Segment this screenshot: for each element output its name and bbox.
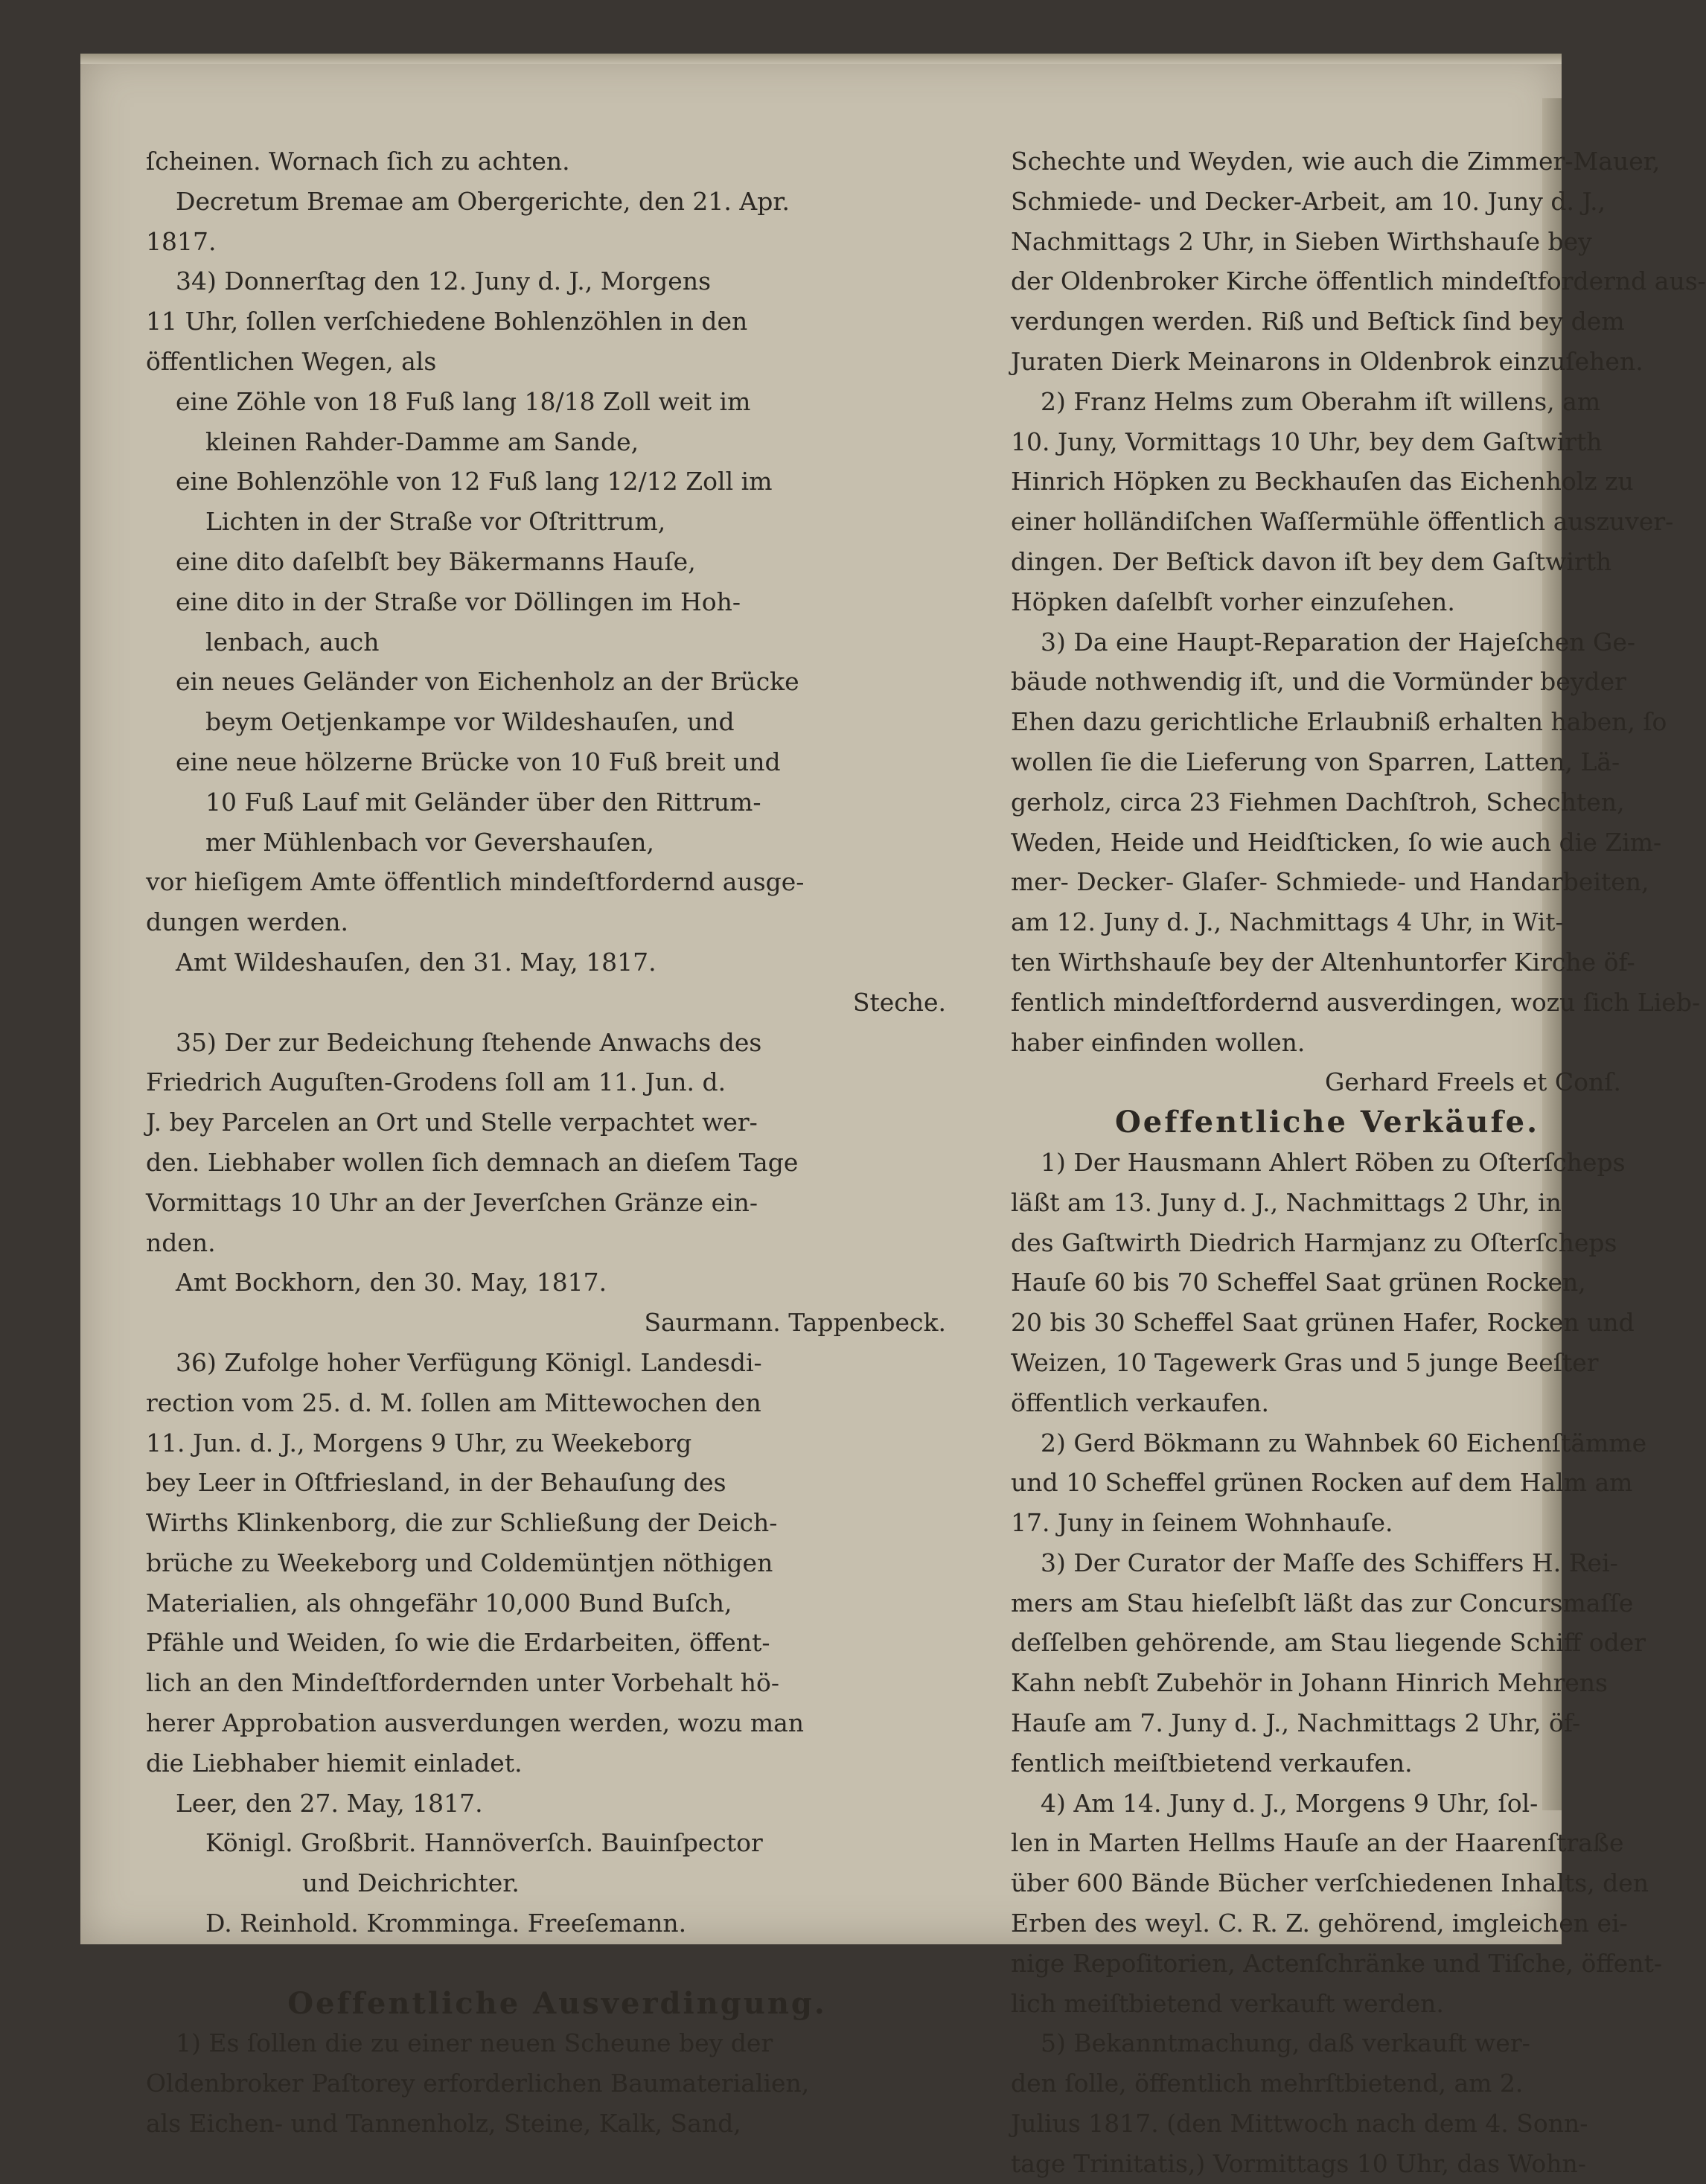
left-text-line: 34) Donnerſtag den 12. Juny d. J., Morgens: [176, 266, 712, 296]
left-text-line: Saurmann. Tappenbeck.: [644, 1308, 946, 1338]
left-section-heading: Oeffentliche Ausverdingung.: [287, 1985, 827, 2021]
left-text-line: den. Liebhaber wollen ſich demnach an dieſem Tage: [146, 1147, 799, 1177]
left-text-line: Materialien, als ohngefähr 10,000 Bund Buſch,: [146, 1588, 732, 1618]
right-text-line: 2) Franz Helms zum Oberahm iſt willens, am: [1041, 386, 1601, 416]
right-text-line: tage Trinitatis,) Vormittags 10 Uhr, das Wohn-: [1011, 2148, 1586, 2178]
right-text-line: über 600 Bände Bücher verſchiedenen Inhalts, den: [1011, 1868, 1649, 1898]
left-text-line: 1817.: [146, 226, 217, 256]
right-section-heading: Oeffentliche Verkäufe.: [1114, 1105, 1540, 1140]
left-text-line: eine Bohlenzöhle von 12 Fuß lang 12/12 Zoll im: [176, 467, 773, 496]
left-text-line: beym Oetjenkampe vor Wildeshauſen, und: [205, 707, 735, 737]
right-text-line: Schechte und Weyden, wie auch die Zimmer-Mauer,: [1011, 147, 1661, 176]
left-text-line: 11 Uhr, ſollen verſchiedene Bohlenzöhlen in den: [146, 307, 748, 336]
left-text-line: mer Mühlenbach vor Gevershauſen,: [205, 827, 654, 857]
right-text-line: 4) Am 14. Juny d. J., Morgens 9 Uhr, ſol-: [1041, 1788, 1539, 1818]
left-text-line: 36) Zufolge hoher Verfügung Königl. Landesdi-: [176, 1347, 762, 1377]
left-text-line: bey Leer in Oſtfriesland, in der Behauſung des: [146, 1468, 726, 1498]
left-text-line: D. Reinhold. Kromminga. Freeſemann.: [205, 1909, 687, 1938]
left-text-line: lenbach, auch: [205, 627, 380, 657]
right-text-line: fentlich meiſtbietend verkaufen.: [1011, 1748, 1413, 1778]
page-top-edge: [80, 54, 1562, 64]
right-text-line: dingen. Der Beſtick davon iſt bey dem Gaſtwirth: [1011, 546, 1612, 576]
right-text-line: gerholz, circa 23 Fiehmen Dachſtroh, Schechten,: [1011, 787, 1625, 817]
right-text-line: 3) Da eine Haupt-Reparation der Hajeſchen Ge-: [1041, 627, 1636, 657]
right-text-line: 1) Der Hausmann Ahlert Röben zu Oſterſcheps: [1041, 1147, 1626, 1177]
right-text-line: verdungen werden. Riß und Beſtick ſind bey dem: [1011, 307, 1625, 336]
left-text-line: brüche zu Weekeborg und Coldemüntjen nöthigen: [146, 1548, 773, 1577]
left-text-line: eine neue hölzerne Brücke von 10 Fuß breit und: [176, 747, 781, 776]
right-text-line: haber einfinden wollen.: [1011, 1027, 1306, 1057]
left-text-line: eine dito in der Straße vor Döllingen im Hoh-: [176, 587, 741, 616]
left-text-line: rection vom 25. d. M. ſollen am Mittewochen den: [146, 1388, 761, 1417]
right-text-line: mers am Stau hieſelbſt läßt das zur Concursmaſſe: [1011, 1588, 1634, 1618]
left-text-line: J. bey Parcelen an Ort und Stelle verpachtet wer-: [146, 1108, 758, 1137]
right-text-line: Juraten Dierk Meinarons in Oldenbrok einzuſehen.: [1011, 346, 1643, 376]
right-text-line: Schmiede- und Decker-Arbeit, am 10. Juny d. J.,: [1011, 186, 1606, 216]
right-text-line: wollen ſie die Lieferung von Sparren, Latten, Lä-: [1011, 747, 1620, 776]
left-text-line: Königl. Großbrit. Hannöverſch. Bauinſpector: [205, 1828, 763, 1858]
left-text-line: Pfähle und Weiden, ſo wie die Erdarbeiten, öffent-: [146, 1628, 770, 1658]
right-text-line: Kahn nebſt Zubehör in Johann Hinrich Mehrens: [1011, 1668, 1608, 1698]
right-text-line: und 10 Scheffel grünen Rocken auf dem Halm am: [1011, 1468, 1633, 1498]
left-text-line: Lichten in der Straße vor Oſtrittrum,: [205, 507, 666, 537]
right-text-line: mer- Decker- Glaſer- Schmiede- und Handarbeiten,: [1011, 867, 1649, 897]
left-text-line: 35) Der zur Bedeichung ſtehende Anwachs des: [176, 1027, 762, 1057]
left-text-line: kleinen Rahder-Damme am Sande,: [205, 427, 639, 456]
right-text-line: Nachmittags 2 Uhr, in Sieben Wirthshauſe bey: [1011, 226, 1592, 256]
right-text-line: 5) Bekanntmachung, daß verkauft wer-: [1041, 2028, 1530, 2058]
left-text-line: Steche.: [852, 987, 946, 1017]
right-text-line: Julius 1817. (den Mittwoch nach dem 4. Sonn-: [1011, 2109, 1588, 2139]
right-text-line: nige Repoſitorien, Actenſchränke und Tiſche, öffent-: [1011, 1948, 1662, 1978]
right-text-line: des Gaſtwirth Diedrich Harmjanz zu Oſterſcheps: [1011, 1227, 1617, 1257]
right-text-line: Erben des weyl. C. R. Z. gehörend, imgleichen ei-: [1011, 1909, 1628, 1938]
left-text-line: lich an den Mindeſtfordernden unter Vorbehalt hö-: [146, 1668, 779, 1698]
left-text-line: ſcheinen. Wornach ſich zu achten.: [146, 147, 570, 176]
left-column: [146, 141, 968, 2144]
left-text-line: Amt Bockhorn, den 30. May, 1817.: [176, 1268, 607, 1297]
left-text-line: [146, 1944, 968, 1984]
left-text-line: Wirths Klinkenborg, die zur Schließung der Deich-: [146, 1508, 778, 1538]
left-text-line: 10 Fuß Lauf mit Geländer über den Rittrum-: [205, 787, 761, 817]
right-text-line: Ehen dazu gerichtliche Erlaubniß erhalten haben, ſo: [1011, 707, 1667, 737]
left-text-line: 11. Jun. d. J., Morgens 9 Uhr, zu Weekeborg: [146, 1428, 692, 1457]
right-text-line: der Oldenbroker Kirche öffentlich mindeſtfordernd aus-: [1011, 266, 1706, 296]
left-text-line: eine dito daſelbſt bey Bäkermanns Hauſe,: [176, 546, 696, 576]
right-text-line: len in Marten Hellms Hauſe an der Haarenſtraße: [1011, 1828, 1624, 1858]
left-text-line: Leer, den 27. May, 1817.: [176, 1788, 483, 1818]
right-text-line: 20 bis 30 Scheffel Saat grünen Hafer, Rocken und: [1011, 1308, 1635, 1338]
left-text-line: dungen werden.: [146, 907, 348, 937]
right-text-line: 10. Juny, Vormittags 10 Uhr, bey dem Gaſtwirth: [1011, 427, 1603, 456]
right-text-line: Weden, Heide und Heidſticken, ſo wie auch die Zim-: [1011, 827, 1662, 857]
newspaper-page: [80, 54, 1706, 2178]
right-text-line: einer holländiſchen Waſſermühle öffentlich auszuver-: [1011, 507, 1674, 537]
right-text-line: Hauſe am 7. Juny d. J., Nachmittags 2 Uhr, öf-: [1011, 1708, 1581, 1738]
left-text-line: Vormittags 10 Uhr an der Jeverſchen Gränze ein-: [146, 1187, 758, 1217]
right-text-line: Hauſe 60 bis 70 Scheffel Saat grünen Rocken,: [1011, 1268, 1586, 1297]
right-text-line: lich meiſtbietend verkauft werden.: [1011, 1988, 1444, 2018]
left-text-line: Oldenbroker Paſtorey erforderlichen Baumaterialien,: [146, 2069, 810, 2098]
left-text-line: Amt Wildeshauſen, den 31. May, 1817.: [176, 947, 656, 977]
right-text-line: Höpken daſelbſt vorher einzuſehen.: [1011, 587, 1455, 616]
left-text-line: Friedrich Auguſten-Grodens ſoll am 11. Jun. d.: [146, 1067, 726, 1097]
right-text-line: Hinrich Höpken zu Beckhauſen das Eichenholz zu: [1011, 467, 1634, 496]
left-text-line: Decretum Bremae am Obergerichte, den 21. Apr.: [176, 186, 790, 216]
right-text-line: bäude nothwendig iſt, und die Vormünder beyder: [1011, 667, 1626, 697]
right-text-line: 3) Der Curator der Maſſe des Schiffers H. Rei-: [1041, 1548, 1618, 1577]
left-text-line: ein neues Geländer von Eichenholz an der Brücke: [176, 667, 799, 697]
right-text-line: fentlich mindeſtfordernd ausverdingen, wozu ſich Lieb-: [1011, 987, 1701, 1017]
left-text-line: die Liebhaber hiemit einladet.: [146, 1748, 523, 1778]
left-text-line: nden.: [146, 1227, 216, 1257]
right-text-line: 2) Gerd Bökmann zu Wahnbek 60 Eichenſtämme: [1041, 1428, 1647, 1457]
left-text-line: als Eichen- und Tannenholz, Steine, Kalk, Sand,: [146, 2109, 741, 2139]
right-text-line: den ſolle, öffentlich mehrſtbietend, am 2.: [1011, 2069, 1524, 2098]
right-text-line: ten Wirthshauſe bey der Altenhuntorfer Kirche öf-: [1011, 947, 1635, 977]
right-text-line: Gerhard Freels et Conſ.: [1324, 1067, 1621, 1097]
right-text-line: am 12. Juny d. J., Nachmittags 4 Uhr, in Wit-: [1011, 907, 1564, 937]
right-text-line: Weizen, 10 Tagewerk Gras und 5 junge Beeſter: [1011, 1347, 1599, 1377]
left-text-line: vor hieſigem Amte öffentlich mindeſtfordernd ausge-: [146, 867, 805, 897]
left-text-line: eine Zöhle von 18 Fuß lang 18/18 Zoll weit im: [176, 386, 751, 416]
right-column: [1011, 141, 1706, 2184]
left-text-line: herer Approbation ausverdungen werden, wozu man: [146, 1708, 805, 1738]
right-text-line: öffentlich verkaufen.: [1011, 1388, 1270, 1417]
right-text-line: 17. Juny in ſeinem Wohnhauſe.: [1011, 1508, 1393, 1538]
right-text-line: deſſelben gehörende, am Stau liegende Schiff oder: [1011, 1628, 1646, 1658]
left-text-line: öffentlichen Wegen, als: [146, 346, 437, 376]
left-text-line: und Deichrichter.: [302, 1868, 520, 1898]
left-text-line: 1) Es ſollen die zu einer neuen Scheune bey der: [176, 2028, 773, 2058]
right-text-line: läßt am 13. Juny d. J., Nachmittags 2 Uhr, in: [1011, 1187, 1562, 1217]
